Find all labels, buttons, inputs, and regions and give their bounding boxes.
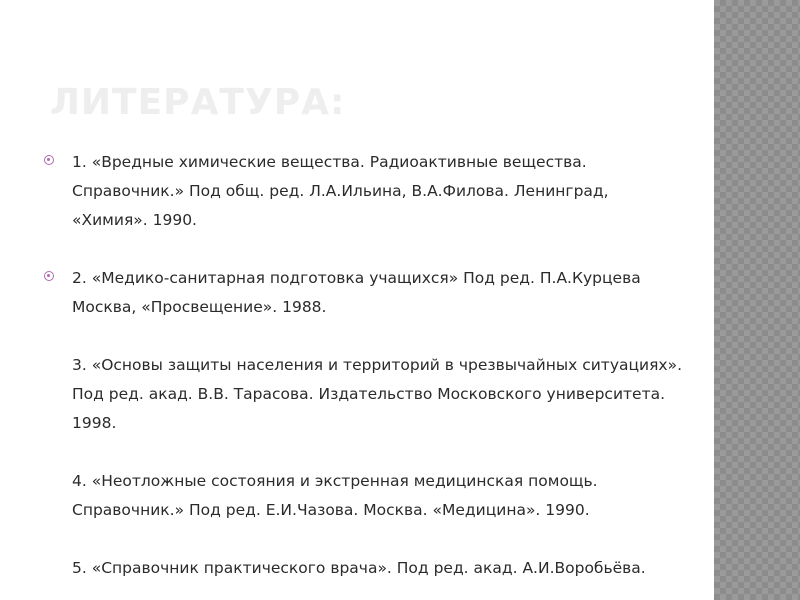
reference-item-1 bbox=[44, 148, 684, 235]
reference-item-2 bbox=[44, 264, 684, 322]
reference-text: 2. «Медико-санитарная подготовка учащихся» Под ред. П.А.Курцева Москва, «Просвещение». 1988. bbox=[72, 269, 641, 316]
decorative-side-band bbox=[714, 0, 800, 600]
reference-list bbox=[44, 148, 684, 583]
circle-dot-icon bbox=[44, 155, 54, 165]
reference-item-4 bbox=[44, 467, 684, 525]
circle-dot-icon bbox=[44, 271, 54, 281]
reference-item-3 bbox=[44, 351, 684, 438]
reference-text: 5. «Справочник практического врача». Под ред. акад. А.И.Воробьёва. bbox=[72, 559, 646, 577]
reference-text: 1. «Вредные химические вещества. Радиоактивные вещества. Справочник.» Под общ. ред. Л.А.Ильина, В.А.Филова. Ленинград, «Химия». 1990. bbox=[72, 153, 609, 229]
reference-text: 3. «Основы защиты населения и территорий в чрезвычайных ситуациях». Под ред. акад. В.В. Тарасова. Издательство Московского университета. 1998. bbox=[72, 356, 683, 432]
reference-item-5 bbox=[44, 554, 684, 583]
slide-title: ЛИТЕРАТУРА: bbox=[50, 82, 346, 123]
reference-text: 4. «Неотложные состояния и экстренная медицинская помощь. Справочник.» Под ред. Е.И.Чазова. Москва. «Медицина». 1990. bbox=[72, 472, 598, 519]
